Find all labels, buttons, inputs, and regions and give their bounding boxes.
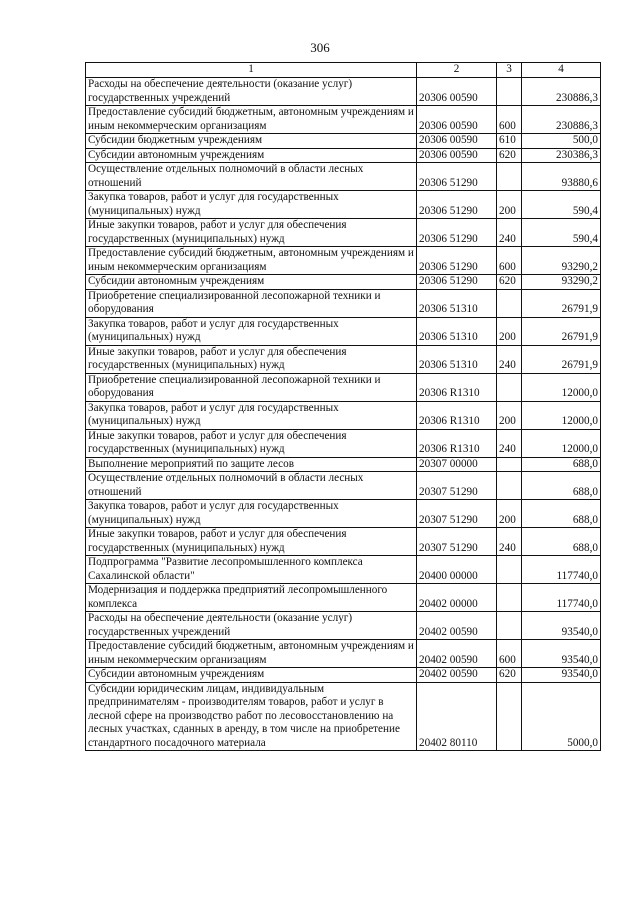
row-type-cell — [497, 682, 522, 751]
table-row — [86, 134, 601, 149]
table-row — [86, 612, 601, 640]
row-sum-cell: 688,0 — [522, 472, 601, 500]
row-code-cell: 20306 51290 — [417, 247, 497, 275]
table-row — [86, 668, 601, 683]
table-row — [86, 106, 601, 134]
table-row — [86, 640, 601, 668]
row-name-cell: Субсидии автономным учреждениям — [86, 668, 417, 683]
row-sum-cell: 688,0 — [522, 528, 601, 556]
row-name-cell: Расходы на обеспечение деятельности (оказание услуг) государственных учреждений — [86, 78, 417, 106]
row-sum-cell: 230886,3 — [522, 78, 601, 106]
row-sum-cell: 5000,0 — [522, 682, 601, 751]
table-row — [86, 148, 601, 163]
row-type-cell — [497, 373, 522, 401]
table-row — [86, 247, 601, 275]
row-type-cell: 240 — [497, 528, 522, 556]
row-code-cell: 20306 00590 — [417, 78, 497, 106]
row-code-cell: 20306 R1310 — [417, 401, 497, 429]
row-type-cell: 620 — [497, 668, 522, 683]
budget-table — [85, 62, 601, 751]
row-code-cell: 20402 00590 — [417, 640, 497, 668]
row-code-cell: 20306 51290 — [417, 163, 497, 191]
row-sum-cell: 12000,0 — [522, 429, 601, 457]
row-code-cell: 20306 R1310 — [417, 373, 497, 401]
row-type-cell: 200 — [497, 500, 522, 528]
table-header-row — [86, 63, 601, 78]
row-sum-cell: 93290,2 — [522, 247, 601, 275]
row-name-cell: Подпрограмма "Развитие лесопромышленного комплекса Сахалинской области" — [86, 556, 417, 584]
column-header-4: 4 — [522, 63, 601, 78]
row-code-cell: 20306 00590 — [417, 134, 497, 149]
row-name-cell: Субсидии бюджетным учреждениям — [86, 134, 417, 149]
table-row — [86, 584, 601, 612]
row-code-cell: 20402 80110 — [417, 682, 497, 751]
row-sum-cell: 230386,3 — [522, 148, 601, 163]
table-row — [86, 373, 601, 401]
table-body — [86, 78, 601, 751]
row-name-cell: Модернизация и поддержка предприятий лесопромышленного комплекса — [86, 584, 417, 612]
row-sum-cell: 26791,9 — [522, 317, 601, 345]
row-type-cell — [497, 78, 522, 106]
row-code-cell: 20307 51290 — [417, 472, 497, 500]
row-name-cell: Приобретение специализированной лесопожарной техники и оборудования — [86, 289, 417, 317]
column-header-2: 2 — [417, 63, 497, 78]
row-code-cell: 20306 51290 — [417, 219, 497, 247]
row-code-cell: 20402 00590 — [417, 612, 497, 640]
row-type-cell: 620 — [497, 275, 522, 290]
row-code-cell: 20307 51290 — [417, 500, 497, 528]
row-sum-cell: 688,0 — [522, 457, 601, 472]
row-code-cell: 20306 51310 — [417, 317, 497, 345]
row-code-cell: 20306 51310 — [417, 289, 497, 317]
row-name-cell: Осуществление отдельных полномочий в области лесных отношений — [86, 472, 417, 500]
table-row — [86, 191, 601, 219]
row-name-cell: Закупка товаров, работ и услуг для государственных (муниципальных) нужд — [86, 401, 417, 429]
table-row — [86, 500, 601, 528]
row-name-cell: Иные закупки товаров, работ и услуг для обеспечения государственных (муниципальных) нужд — [86, 219, 417, 247]
row-type-cell — [497, 289, 522, 317]
row-code-cell: 20306 51290 — [417, 191, 497, 219]
row-name-cell: Предоставление субсидий бюджетным, автономным учреждениям и иным некоммерческим организациям — [86, 640, 417, 668]
row-type-cell: 240 — [497, 345, 522, 373]
table-row — [86, 682, 601, 751]
row-code-cell: 20400 00000 — [417, 556, 497, 584]
table-row — [86, 429, 601, 457]
row-sum-cell: 117740,0 — [522, 584, 601, 612]
row-sum-cell: 93290,2 — [522, 275, 601, 290]
row-type-cell: 200 — [497, 317, 522, 345]
row-sum-cell: 93540,0 — [522, 640, 601, 668]
row-type-cell: 200 — [497, 191, 522, 219]
row-name-cell: Субсидии юридическим лицам, индивидуальным предпринимателям - производителям товаров, работ и услуг в лесной сфере на производство работ по лесовосстановлению на лесных участках, сданных в аренду, в том числе на приобретение стандартного посадочного материала — [86, 682, 417, 751]
row-type-cell: 240 — [497, 219, 522, 247]
table-row — [86, 345, 601, 373]
row-sum-cell: 26791,9 — [522, 345, 601, 373]
table-row — [86, 78, 601, 106]
row-name-cell: Субсидии автономным учреждениям — [86, 148, 417, 163]
page-number: 306 — [310, 40, 330, 55]
row-type-cell: 600 — [497, 247, 522, 275]
row-type-cell: 610 — [497, 134, 522, 149]
table-row — [86, 275, 601, 290]
row-type-cell: 600 — [497, 640, 522, 668]
row-code-cell: 20307 00000 — [417, 457, 497, 472]
row-name-cell: Субсидии автономным учреждениям — [86, 275, 417, 290]
table-row — [86, 472, 601, 500]
table-row — [86, 528, 601, 556]
row-name-cell: Закупка товаров, работ и услуг для государственных (муниципальных) нужд — [86, 317, 417, 345]
row-name-cell: Приобретение специализированной лесопожарной техники и оборудования — [86, 373, 417, 401]
row-name-cell: Иные закупки товаров, работ и услуг для обеспечения государственных (муниципальных) нужд — [86, 429, 417, 457]
row-name-cell: Иные закупки товаров, работ и услуг для обеспечения государственных (муниципальных) нужд — [86, 345, 417, 373]
column-header-1: 1 — [86, 63, 417, 78]
table-row — [86, 457, 601, 472]
row-code-cell: 20306 R1310 — [417, 429, 497, 457]
row-type-cell: 620 — [497, 148, 522, 163]
row-type-cell: 200 — [497, 401, 522, 429]
row-code-cell: 20306 00590 — [417, 148, 497, 163]
row-name-cell: Выполнение мероприятий по защите лесов — [86, 457, 417, 472]
row-code-cell: 20402 00000 — [417, 584, 497, 612]
row-name-cell: Закупка товаров, работ и услуг для государственных (муниципальных) нужд — [86, 191, 417, 219]
row-sum-cell: 26791,9 — [522, 289, 601, 317]
column-header-3: 3 — [497, 63, 522, 78]
row-sum-cell: 230886,3 — [522, 106, 601, 134]
row-type-cell — [497, 584, 522, 612]
row-sum-cell: 12000,0 — [522, 373, 601, 401]
table-row — [86, 289, 601, 317]
row-code-cell: 20402 00590 — [417, 668, 497, 683]
table-row — [86, 163, 601, 191]
row-sum-cell: 590,4 — [522, 219, 601, 247]
row-type-cell: 240 — [497, 429, 522, 457]
row-type-cell — [497, 472, 522, 500]
row-sum-cell: 12000,0 — [522, 401, 601, 429]
row-name-cell: Закупка товаров, работ и услуг для государственных (муниципальных) нужд — [86, 500, 417, 528]
row-code-cell: 20306 51290 — [417, 275, 497, 290]
row-sum-cell: 688,0 — [522, 500, 601, 528]
row-type-cell: 600 — [497, 106, 522, 134]
row-name-cell: Расходы на обеспечение деятельности (оказание услуг) государственных учреждений — [86, 612, 417, 640]
row-name-cell: Предоставление субсидий бюджетным, автономным учреждениям и иным некоммерческим организациям — [86, 247, 417, 275]
row-sum-cell: 500,0 — [522, 134, 601, 149]
table-row — [86, 219, 601, 247]
row-sum-cell: 93540,0 — [522, 612, 601, 640]
table-row — [86, 317, 601, 345]
row-sum-cell: 93880,6 — [522, 163, 601, 191]
row-sum-cell: 117740,0 — [522, 556, 601, 584]
table-row — [86, 401, 601, 429]
row-sum-cell: 93540,0 — [522, 668, 601, 683]
row-type-cell — [497, 457, 522, 472]
row-name-cell: Осуществление отдельных полномочий в области лесных отношений — [86, 163, 417, 191]
row-name-cell: Предоставление субсидий бюджетным, автономным учреждениям и иным некоммерческим организациям — [86, 106, 417, 134]
row-code-cell: 20306 51310 — [417, 345, 497, 373]
row-code-cell: 20307 51290 — [417, 528, 497, 556]
table-row — [86, 556, 601, 584]
row-type-cell — [497, 612, 522, 640]
row-name-cell: Иные закупки товаров, работ и услуг для обеспечения государственных (муниципальных) нужд — [86, 528, 417, 556]
row-type-cell — [497, 163, 522, 191]
row-type-cell — [497, 556, 522, 584]
row-sum-cell: 590,4 — [522, 191, 601, 219]
row-code-cell: 20306 00590 — [417, 106, 497, 134]
